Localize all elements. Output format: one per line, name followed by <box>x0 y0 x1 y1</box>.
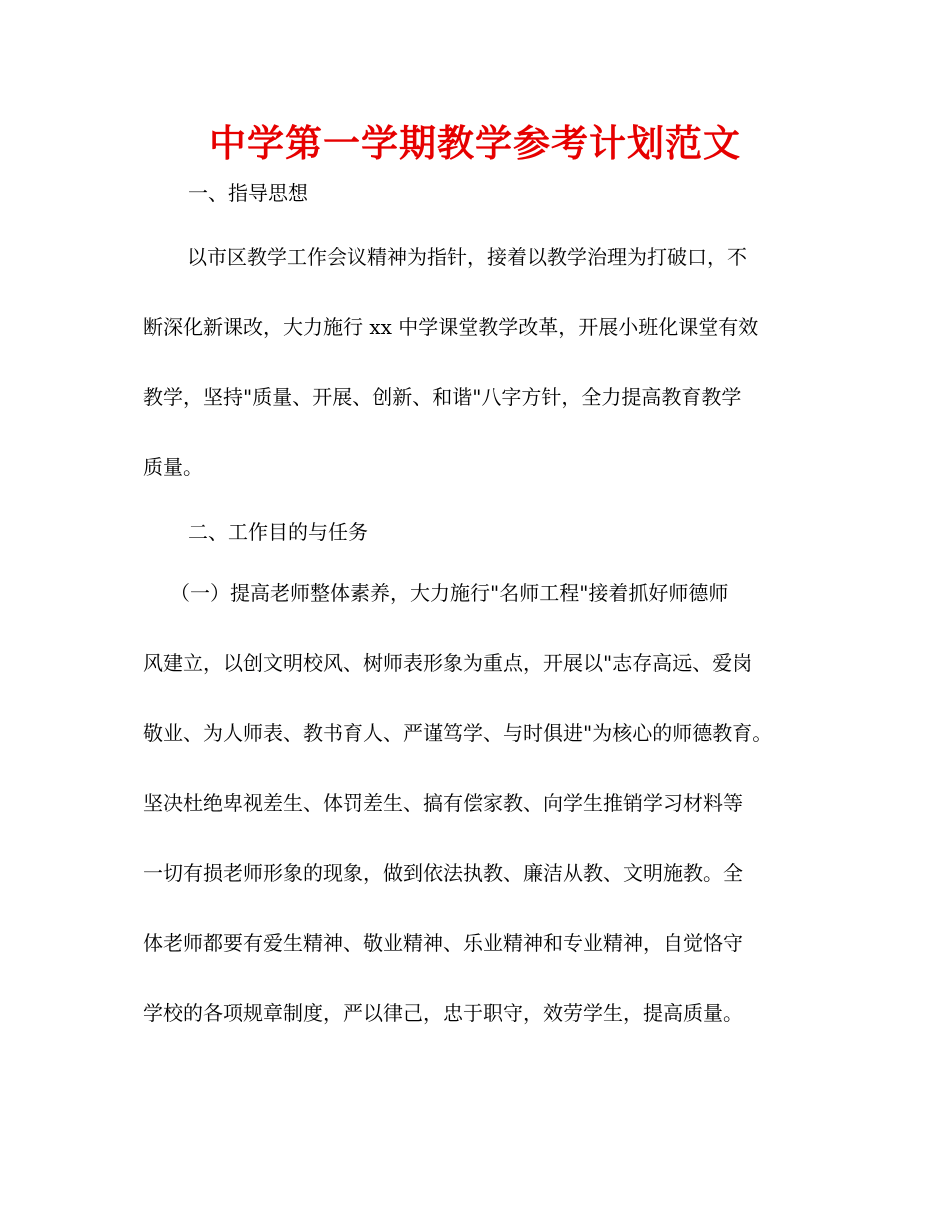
paragraph-line: 教学，坚持"质量、开展、创新、和谐"八字方针，全力提高教育教学 <box>143 385 742 409</box>
section-heading-goals-tasks: 二、工作目的与任务 <box>188 520 368 544</box>
paragraph-line: 敬业、为人师表、教书育人、严谨笃学、与时俱进"为核心的师德教育。 <box>143 721 773 745</box>
paragraph-line: 坚决杜绝卑视差生、体罚差生、搞有偿家教、向学生推销学习材料等 <box>143 791 743 815</box>
paragraph-line: 风建立，以创文明校风、树师表形象为重点，开展以"志存高远、爱岗 <box>143 651 753 675</box>
paragraph-line: 学校的各项规章制度，严以律己，忠于职守，效劳学生，提高质量。 <box>143 1001 743 1025</box>
paragraph-line: 以市区教学工作会议精神为指针，接着以教学治理为打破口，不 <box>187 245 747 269</box>
paragraph-teacher-quality <box>143 558 808 1048</box>
paragraph-line: （一）提高老师整体素养，大力施行"名师工程"接着抓好师德师 <box>170 581 729 605</box>
section-heading-guiding-thought: 一、指导思想 <box>188 181 308 205</box>
paragraph-line: 断深化新课改，大力施行 xx 中学课堂教学改革，开展小班化课堂有效 <box>143 315 759 339</box>
document-title: 中学第一学期教学参考计划范文 <box>209 122 741 165</box>
paragraph-line: 质量。 <box>143 455 203 479</box>
paragraph-line: 体老师都要有爱生精神、敬业精神、乐业精神和专业精神，自觉恪守 <box>143 931 743 955</box>
paragraph-line: 一切有损老师形象的现象，做到依法执教、廉洁从教、文明施教。全 <box>143 861 743 885</box>
paragraph-guiding-thought <box>143 222 808 502</box>
